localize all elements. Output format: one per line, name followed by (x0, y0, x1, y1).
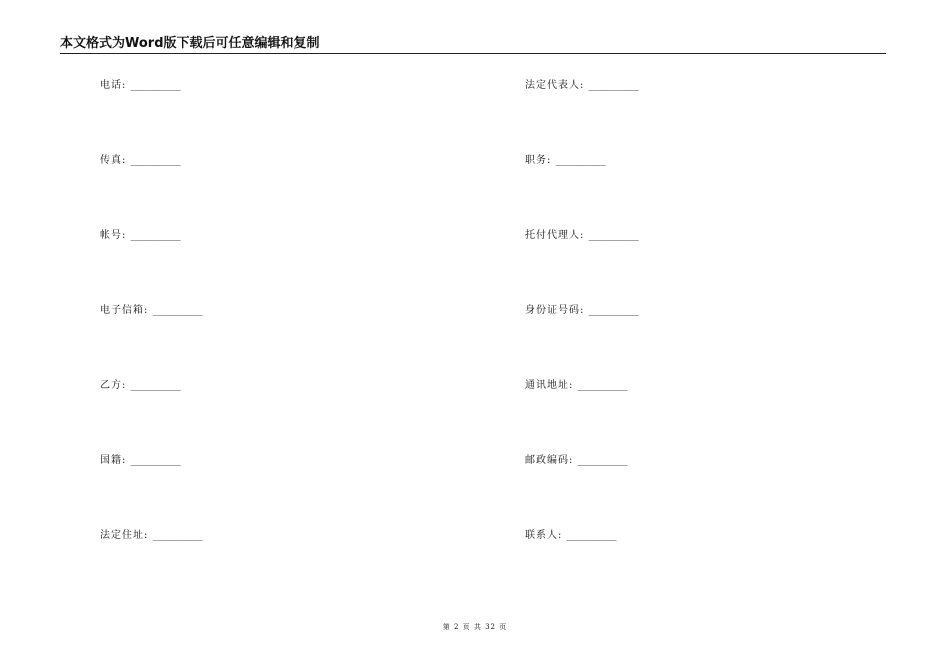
fill-blank: __________ (130, 155, 181, 166)
fill-blank: __________ (577, 380, 628, 391)
field-label: 联系人: (525, 530, 563, 541)
fill-blank: __________ (566, 530, 617, 541)
field-postal-code (525, 454, 628, 468)
field-label: 传真: (100, 155, 127, 166)
field-mailing-address (525, 379, 628, 393)
fill-blank: __________ (588, 230, 639, 241)
field-label: 帐号: (100, 230, 127, 241)
field-legal-representative (525, 79, 639, 93)
field-label: 邮政编码: (525, 455, 574, 466)
header-title: 本文格式为Word版下载后可任意编辑和复制 (60, 36, 320, 51)
fill-blank: __________ (130, 455, 181, 466)
field-email (100, 304, 203, 318)
field-label: 电话: (100, 80, 127, 91)
fill-blank: __________ (588, 80, 639, 91)
fill-blank: __________ (152, 305, 203, 316)
field-legal-address (100, 529, 203, 543)
field-id-number (525, 304, 639, 318)
field-label: 职务: (525, 155, 552, 166)
field-label: 乙方: (100, 380, 127, 391)
field-label: 通讯地址: (525, 380, 574, 391)
field-account (100, 229, 181, 243)
fill-blank: __________ (152, 530, 203, 541)
fill-blank: __________ (577, 455, 628, 466)
field-contact-person (525, 529, 617, 543)
field-label: 法定住址: (100, 530, 149, 541)
field-label: 托付代理人: (525, 230, 585, 241)
field-party-b (100, 379, 181, 393)
field-label: 电子信箱: (100, 305, 149, 316)
field-phone (100, 79, 181, 93)
fill-blank: __________ (130, 230, 181, 241)
page-header (60, 36, 886, 54)
fill-blank: __________ (130, 80, 181, 91)
fill-blank: __________ (555, 155, 606, 166)
field-authorized-agent (525, 229, 639, 243)
fill-blank: __________ (130, 380, 181, 391)
field-label: 身份证号码: (525, 305, 585, 316)
field-nationality (100, 454, 181, 468)
page-number: 第 2 页 共 32 页 (442, 623, 508, 631)
field-label: 法定代表人: (525, 80, 585, 91)
fill-blank: __________ (588, 305, 639, 316)
field-position (525, 154, 606, 168)
field-label: 国籍: (100, 455, 127, 466)
field-fax (100, 154, 181, 168)
